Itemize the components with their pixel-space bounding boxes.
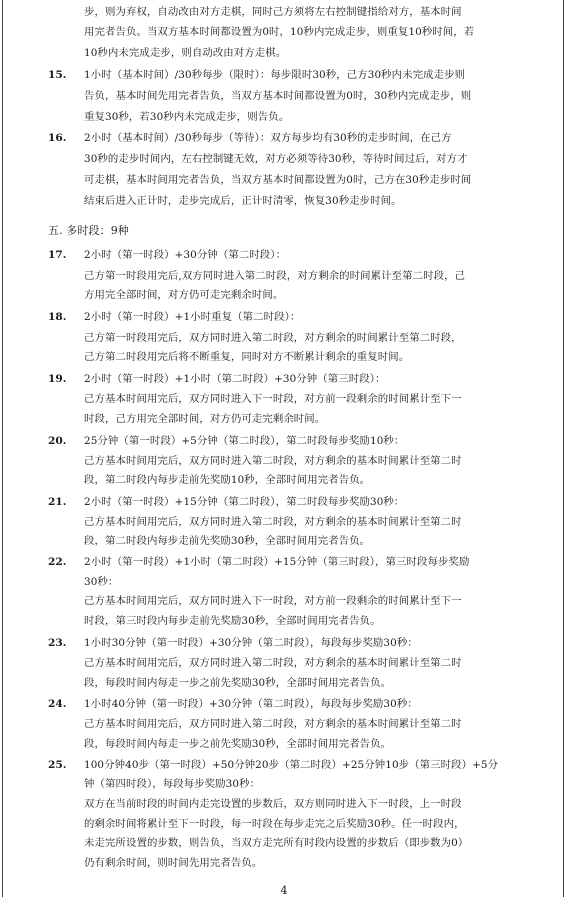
text-line: 时段，第三时段内每步走前先奖励30秒，全部时间用完者告负。 [84, 615, 381, 627]
text-line: 己方第二时段用完后将不断重复，同时对方不断累计剩余的重复时间。 [84, 351, 410, 363]
text-line: 100分钟40步（第一时段）+50分钟20步（第二时段）+25分钟10步（第三时段）+5分 [84, 759, 499, 771]
text-line: 2小时（第一时段）+30分钟（第二时段）： [84, 249, 287, 261]
text-line: 己方基本时间用完后，双方同时进入第二时段，对方剩余的基本时间累计至第二时 [84, 657, 462, 669]
text-line: 己方基本时间用完后，双方同时进入下一时段，对方前一段剩余的时间累计至下一 [84, 393, 462, 405]
text-line: 2小时（第一时段）+15分钟（第二时段），第二时段每步奖励30秒： [84, 496, 405, 508]
text-line: 时段，己方用完全部时间，对方仍可走完剩余时间。 [84, 413, 326, 425]
item-number: 22. [48, 556, 67, 568]
text-line: 30秒： [84, 576, 119, 588]
text-line: 己方基本时间用完后，双方同时进入第二时段，对方剩余的基本时间累计至第二时 [84, 455, 462, 467]
item-number: 21. [48, 496, 67, 508]
text-line: 结束后进入正计时，走步完成后，正计时清零，恢复30秒走步时间。 [84, 195, 402, 207]
text-line: 未走完所设置的步数，则告负，当双方走完所有时段内设置的步数后（即步数为0） [84, 837, 469, 849]
text-line: 2小时（第一时段）+1小时重复（第二时段）： [84, 311, 301, 323]
text-line: 步，则为弃权，自动改由对方走棋，同时己方须将左右控制键指给对方，基本时间 [84, 6, 462, 18]
item-number: 19. [48, 373, 67, 385]
item-number: 25. [48, 759, 67, 771]
text-line: 2小时（第一时段）+1小时（第二时段）+30分钟（第三时段）： [84, 373, 386, 385]
text-line: 段，第二时段内每步走前先奖励10秒，全部时间用完者告负。 [84, 474, 371, 486]
text-line: 己方基本时间用完后，双方同时进入第二时段，对方剩余的基本时间累计至第二时 [84, 718, 462, 730]
text-line: 钟（第四时段），每段每步奖励30秒： [84, 778, 261, 790]
item-number: 18. [48, 311, 67, 323]
text-line: 双方在当前时段的时间内走完设置的步数后，双方则同时进入下一时段，上一时段 [84, 798, 462, 810]
text-line: 1小时（基本时间）/30秒每步（限时）：每步限时30秒，己方30秒内未完成走步则 [84, 69, 466, 81]
text-line: 1小时30分钟（第一时段）+30分钟（第二时段），每段每步奖励30秒： [84, 637, 418, 649]
text-line: 30秒的走步时间内，左右控制键无效，对方必须等待30秒，等待时间过后，对方才 [84, 153, 468, 165]
text-line: 仍有剩余时间，则时间先用完者告负。 [84, 857, 263, 869]
text-line: 段，第二时段内每步走前先奖励30秒，全部时间用完者告负。 [84, 535, 371, 547]
text-line: 2小时（基本时间）/30秒每步（等待）：双方每步均有30秒的走步时间，在己方 [84, 132, 452, 144]
text-line: 己方基本时间用完后，双方同时进入下一时段，对方前一段剩余的时间累计至下一 [84, 595, 462, 607]
item-number: 16. [48, 132, 67, 144]
item-number: 17. [48, 249, 67, 261]
text-line: 10秒内未完成走步，则自动改由对方走棋。 [84, 47, 287, 59]
text-line: 段，每段时间内每走一步之前先奖励30秒，全部时间用完者告负。 [84, 677, 392, 689]
text-line: 重复30秒，若30秒内未完成走步，则告负。 [84, 111, 290, 123]
text-line: 己方基本时间用完后，双方同时进入第二时段，对方剩余的基本时间累计至第二时 [84, 516, 462, 528]
text-line: 可走棋，基本时间用完者告负，当双方基本时间都设置为0时，己方在30秒走步时间 [84, 174, 472, 186]
text-line: 己方第一时段用完后,双方同时进入第二时段，对方剩余的时间累计至第二时段，己 [84, 270, 466, 282]
section-heading: 五. 多时段：9种 [48, 224, 129, 237]
text-line: 2小时（第一时段）+1小时（第二时段）+15分钟（第三时段），第三时段每步奖励 [84, 556, 470, 568]
text-line: 己方第一时段用完后，双方同时进入第二时段，对方剩余的时间累计至第二时段， [84, 332, 462, 344]
text-line: 段，每段时间内每走一步之前先奖励30秒，全部时间用完者告负。 [84, 738, 392, 750]
item-number: 20. [48, 435, 67, 447]
item-number: 15. [48, 69, 67, 81]
text-line: 告负，基本时间先用完者告负，当双方基本时间都设置为0时，30秒内完成走步，则 [84, 90, 472, 102]
item-number: 23. [48, 637, 67, 649]
text-line: 方用完全部时间，对方仍可走完剩余时间。 [84, 289, 284, 301]
text-line: 25分钟（第一时段）+5分钟（第二时段），第二时段每步奖励10秒： [84, 435, 405, 447]
text-line: 用完者告负。当双方基本时间都设置为0时，10秒内完成走步，则重复10秒时间，若 [84, 26, 475, 38]
text-line: 的剩余时间将累计至下一时段，每一时段在每步走完之后奖励30秒。任一时段内， [84, 818, 465, 830]
text-line: 1小时40分钟（第一时段）+30分钟（第二时段），每段每步奖励30秒： [84, 698, 418, 710]
page-number: 4 [280, 884, 288, 897]
item-number: 24. [48, 698, 67, 710]
